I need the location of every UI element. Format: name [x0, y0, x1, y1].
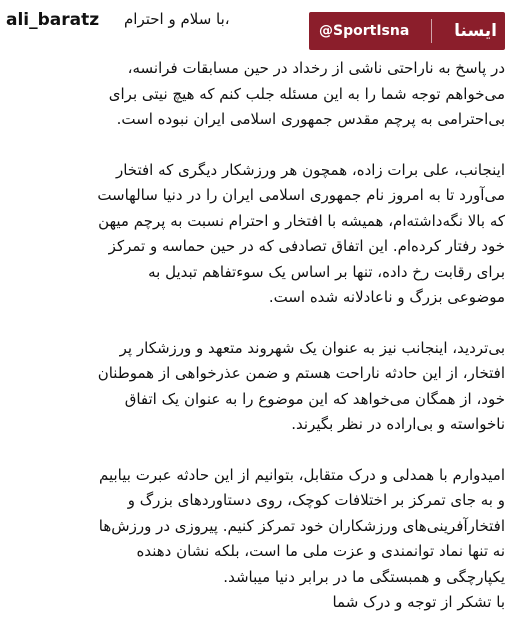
text-line: در پاسخ به ناراحتی ناشی از رخداد در حین مسابقات فرانسه،: [127, 59, 505, 77]
paragraph: [8, 463, 505, 616]
text-line: که بالا نگه‌داشته‌ام، همیشه با افتخار و احترام نسبت به پرچم میهن: [98, 211, 505, 230]
text-line: بی‌تردید، اینجانب نیز به عنوان یک شهروند متعهد و ورزشکار پر: [119, 338, 505, 357]
text-line: موضوعی بزرگ و ناعادلانه شده است.: [268, 288, 505, 306]
account-username[interactable]: ali_baratz: [6, 10, 100, 30]
text-line: برای رقابت رخ داده، تنها بر اساس یک سوءتفاهم تبدیل به: [148, 262, 505, 281]
greeting-line: ،با سلام و احترام: [124, 10, 230, 28]
isna-logo: ایسنا: [454, 21, 497, 41]
badge-divider: [431, 19, 432, 43]
text-line: افتخار، از این حادثه ناراحت هستم و ضمن عذرخواهی از هموطنان: [97, 364, 505, 382]
text-line: خود رفتار کرده‌ام. این اتفاق تصادفی که در حین حماسه و تمرکز: [108, 237, 505, 255]
text-line: امیدوارم با همدلی و درک متقابل، بتوانیم از این حادثه عبرت بیابیم: [99, 465, 505, 484]
text-line: می‌خواهم توجه شما را به این مسئله جلب کنم که هیچ نیتی برای: [108, 84, 505, 103]
text-line: می‌آورد تا به امروز نام جمهوری اسلامی ایران را در دنیا سالهاست: [97, 186, 505, 204]
paragraph: [8, 56, 505, 133]
text-line: بی‌احترامی به پرچم مقدس جمهوری اسلامی ایران نبوده است.: [116, 110, 505, 128]
paragraph: [8, 336, 505, 438]
statement-body: [8, 56, 505, 616]
text-line: نه تنها نماد توانمندی و عزت ملی ما است، بلکه نشان دهنده: [136, 542, 505, 560]
badge-handle: @SportIsna: [319, 23, 410, 39]
text-line: خود، از همگان می‌خواهد که این موضوع را به عنوان یک اتفاق: [124, 389, 505, 408]
header-bar: [0, 8, 513, 52]
text-line: اینجانب، علی برات زاده، همچون هر ورزشکار دیگری که افتخار: [115, 160, 505, 179]
text-line: ناخواسته و بی‌اراده در نظر بگیرند.: [291, 415, 505, 433]
text-line: و به جای تمرکز بر اختلافات کوچک، روی دستاوردهای بزرگ و: [127, 491, 505, 509]
text-line: یکپارچگی و همبستگی ما در برابر دنیا میباشد.: [223, 567, 505, 586]
text-line: با تشکر از توجه و درک شما: [332, 593, 505, 611]
text-line: افتخارآفرینی‌های ورزشکاران خود تمرکز کنیم. پیروزی در ورزش‌ها: [98, 516, 505, 535]
paragraph: [8, 158, 505, 311]
isna-watermark-badge: [309, 12, 505, 50]
